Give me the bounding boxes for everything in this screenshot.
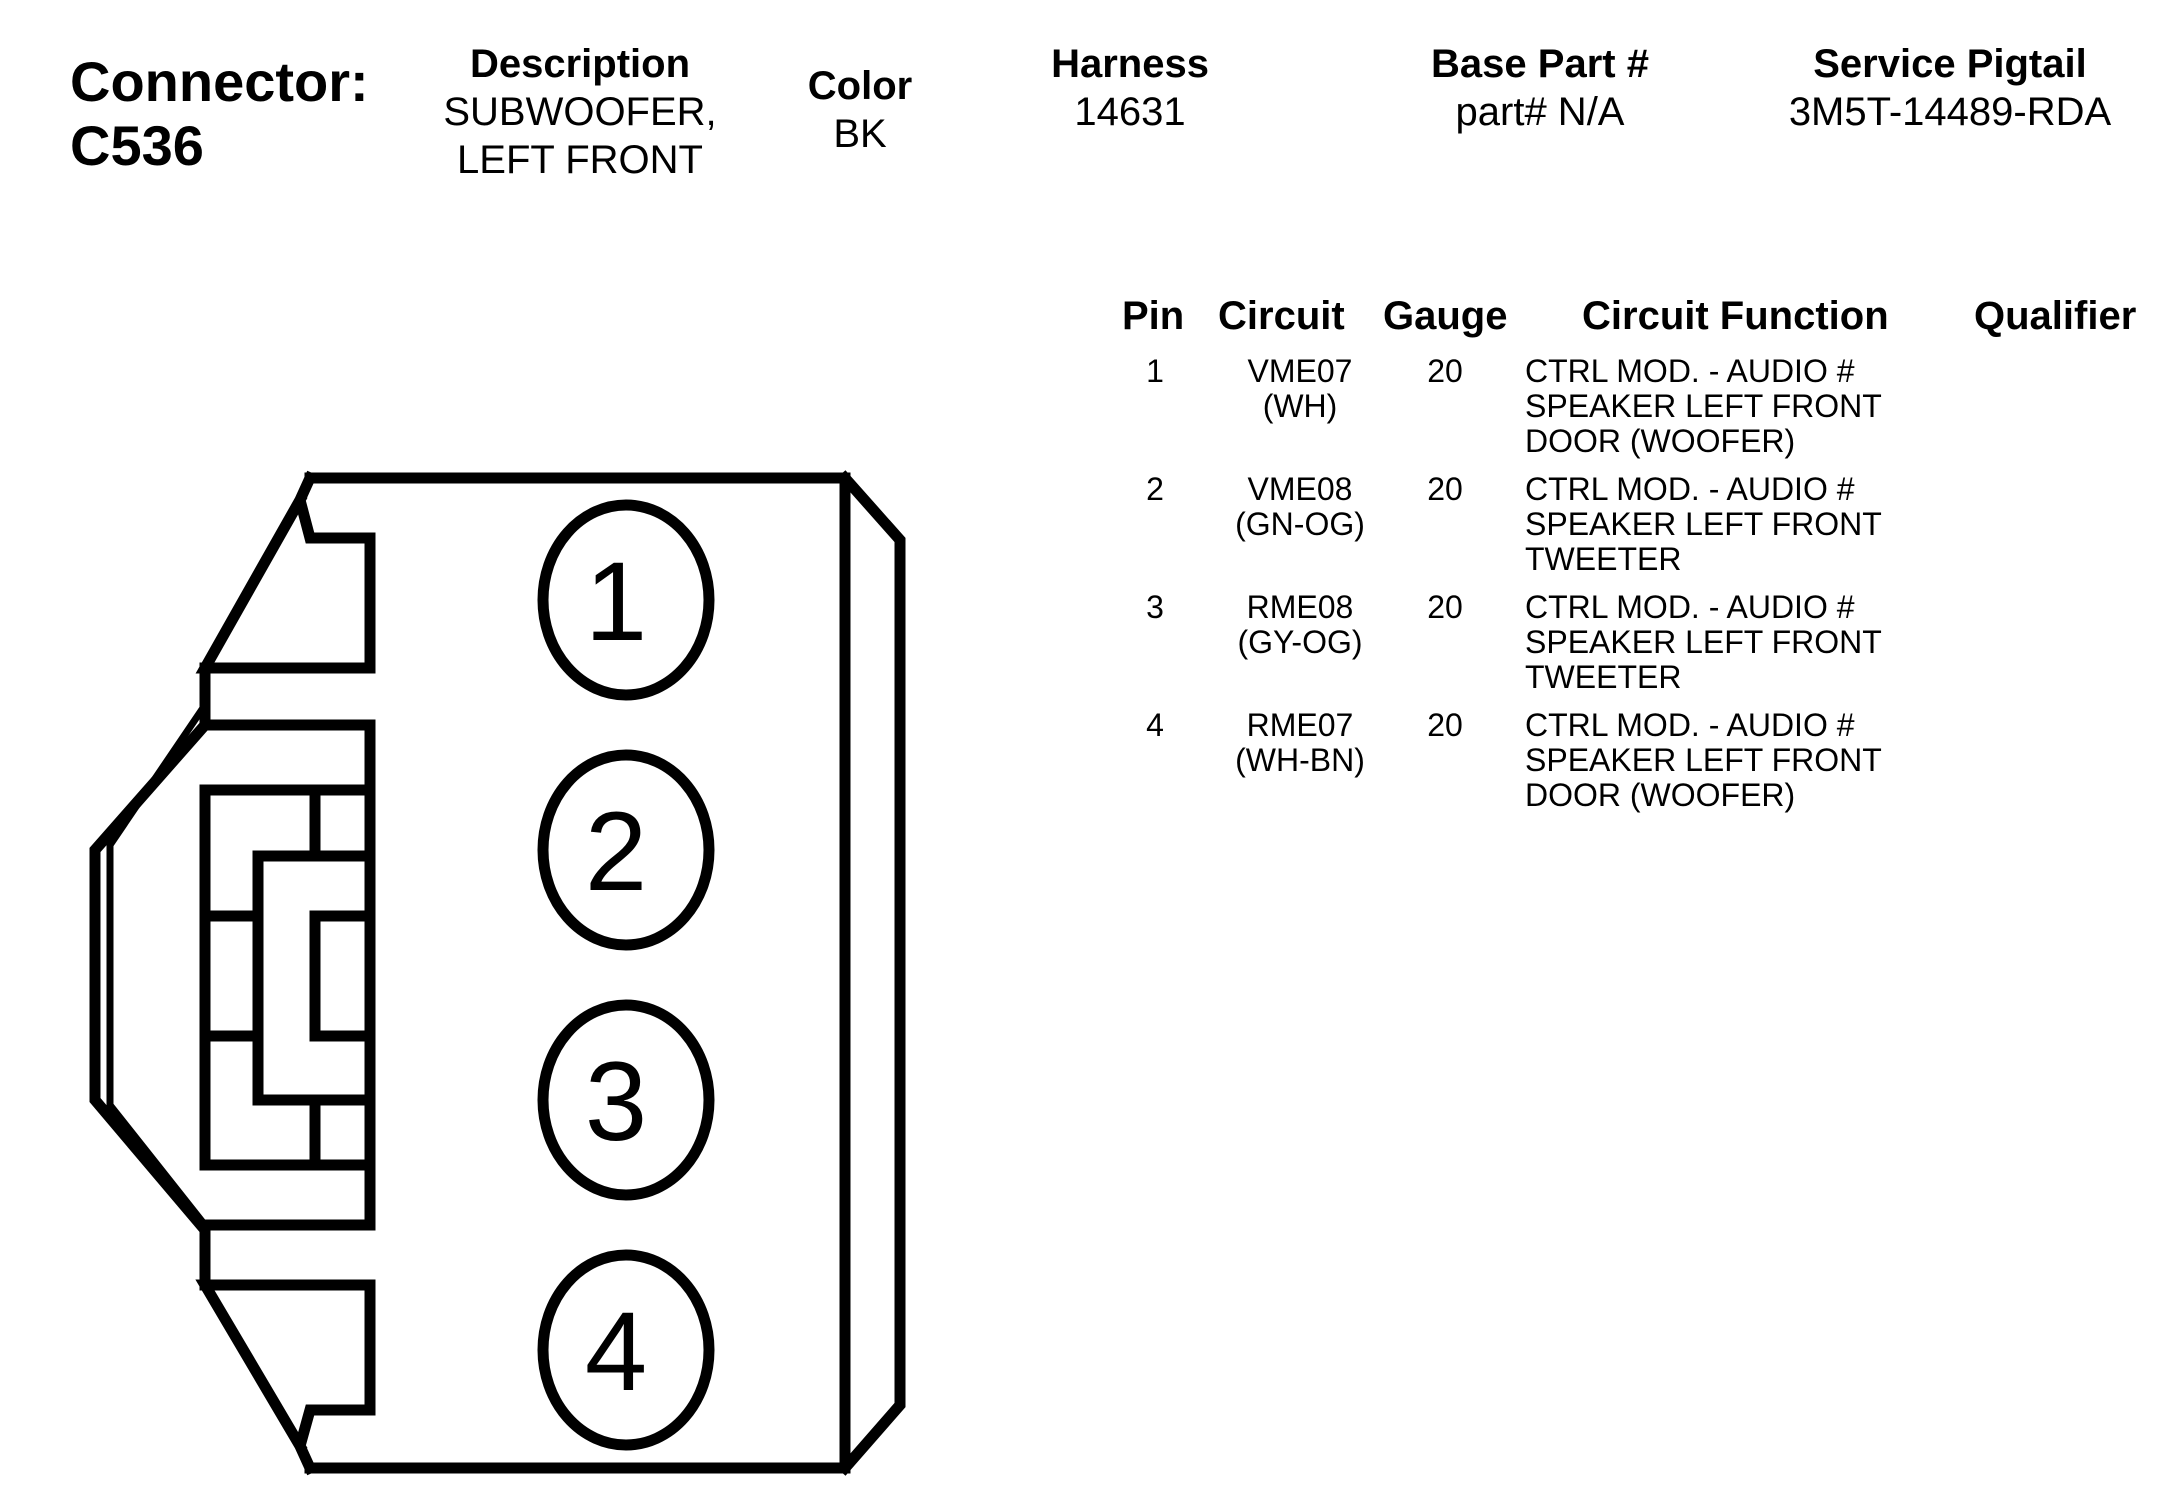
description-line-2: LEFT FRONT (457, 138, 703, 182)
connector-body-outline (310, 478, 845, 1468)
function-line: CTRL MOD. - AUDIO # (1525, 471, 1855, 507)
pin-label-2: 2 (584, 789, 648, 914)
lock-block-outer (205, 790, 370, 1165)
harness-label: Harness (1051, 42, 1209, 86)
lock-block-inner (315, 916, 370, 1036)
col-header-pin: Pin (1122, 294, 1185, 338)
function-line: SPEAKER LEFT FRONT (1525, 624, 1882, 660)
function-line: TWEETER (1525, 541, 1682, 577)
function-line: DOOR (WOOFER) (1525, 423, 1796, 459)
gauge-value: 20 (1427, 707, 1463, 743)
function-line: CTRL MOD. - AUDIO # (1525, 589, 1855, 625)
col-header-gauge: Gauge (1383, 294, 1508, 338)
function-line: SPEAKER LEFT FRONT (1525, 506, 1882, 542)
table-row: 1 VME07 (WH) 20 CTRL MOD. - AUDIO # SPEAKER LEFT FRONT DOOR (WOOFER) (1110, 354, 2160, 472)
pin-label-3: 3 (584, 1039, 648, 1164)
base-part-label: Base Part # (1431, 42, 1649, 86)
wire-color: (GY-OG) (1237, 624, 1363, 660)
circuit-code: RME08 (1246, 589, 1354, 625)
function-line: TWEETER (1525, 659, 1682, 695)
function-line: SPEAKER LEFT FRONT (1525, 742, 1882, 778)
wire-color: (WH-BN) (1235, 742, 1365, 778)
service-pigtail-value: 3M5T-14489-RDA (1788, 90, 2112, 134)
table-row: 3 RME08 (GY-OG) 20 CTRL MOD. - AUDIO # SPEAKER LEFT FRONT TWEETER (1110, 590, 2160, 708)
function-line: CTRL MOD. - AUDIO # (1525, 707, 1855, 743)
function-line: SPEAKER LEFT FRONT (1525, 388, 1882, 424)
description-label: Description (469, 42, 691, 86)
connector-id: C536 (70, 114, 204, 177)
col-header-circuit-function: Circuit Function (1582, 294, 1889, 338)
gauge-value: 20 (1427, 471, 1463, 507)
color-label: Color (807, 64, 913, 108)
upper-latch (205, 478, 370, 668)
circuit-code: VME07 (1247, 353, 1353, 389)
gauge-value: 20 (1427, 589, 1463, 625)
connector-right-flange (845, 478, 900, 1468)
pin-label-4: 4 (584, 1289, 648, 1414)
description-line-1: SUBWOOFER, (443, 90, 717, 134)
circuit-code: RME07 (1246, 707, 1354, 743)
wire-color: (WH) (1262, 388, 1338, 424)
color-value: BK (833, 112, 887, 156)
wire-color: (GN-OG) (1235, 506, 1365, 542)
table-row: 4 RME07 (WH-BN) 20 CTRL MOD. - AUDIO # SPEAKER LEFT FRONT DOOR (WOOFER) (1110, 708, 2160, 826)
gauge-value: 20 (1427, 353, 1463, 389)
pin-label-1: 1 (584, 539, 648, 664)
left-key-joint (205, 725, 370, 1225)
lower-latch (205, 1285, 370, 1468)
col-header-circuit: Circuit (1218, 294, 1345, 338)
col-header-qualifier: Qualifier (1974, 294, 2137, 338)
base-part-value: part# N/A (1455, 90, 1625, 134)
circuit-code: VME08 (1247, 471, 1353, 507)
harness-value: 14631 (1074, 90, 1186, 134)
function-line: DOOR (WOOFER) (1525, 777, 1796, 813)
function-line: CTRL MOD. - AUDIO # (1525, 353, 1855, 389)
service-pigtail-label: Service Pigtail (1813, 42, 2087, 86)
connector-label: Connector: (70, 50, 369, 113)
table-row: 2 VME08 (GN-OG) 20 CTRL MOD. - AUDIO # SPEAKER LEFT FRONT TWEETER (1110, 472, 2160, 590)
